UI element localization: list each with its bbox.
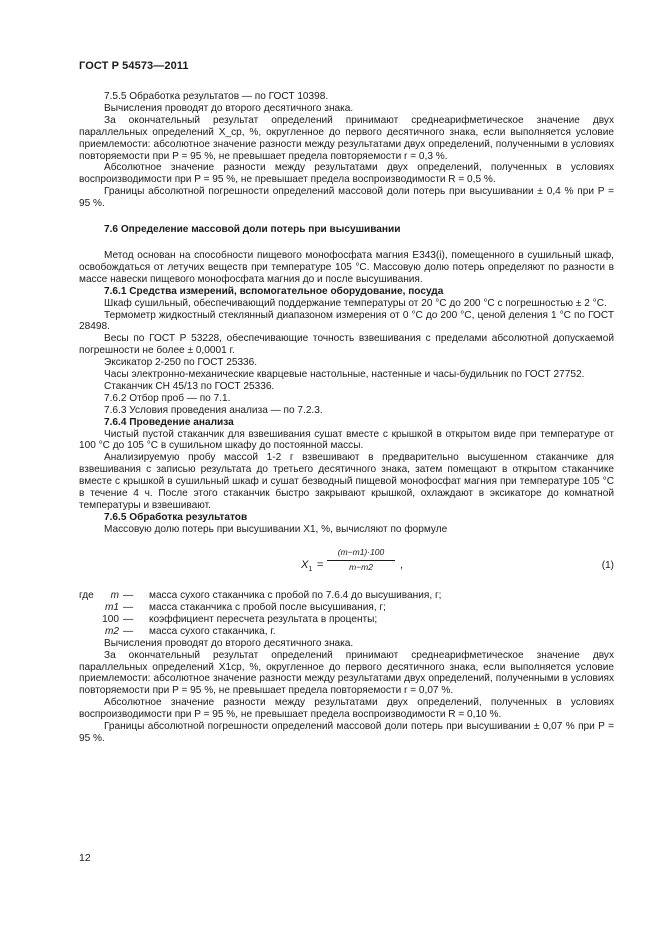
definition-text: коэффициент пересчета результата в проценты; [149, 613, 378, 625]
paragraph: Массовую долю потерь при высушивании X1, %, вычисляют по формуле [104, 523, 448, 535]
definition-symbol: m [110, 589, 119, 601]
equipment-item: Эксикатор 2-250 по ГОСТ 25336. [104, 357, 258, 369]
definition-dash: — [123, 601, 134, 613]
definition-row [79, 590, 614, 602]
formula-lhs-sub: 1 [308, 565, 313, 573]
paragraph: 7.6.2 Отбор проб — по 7.1. [104, 392, 231, 404]
equipment-item: Стаканчик СН 45/13 по ГОСТ 25336. [104, 380, 275, 392]
definition-row [79, 614, 614, 626]
definition-row [79, 602, 614, 614]
definition-lead: где [79, 589, 94, 601]
subsection-heading-7-6-5: 7.6.5 Обработка результатов [104, 511, 248, 523]
page-content [79, 91, 614, 745]
formula-1 [79, 540, 614, 586]
paragraph: Абсолютное значение разности между результатами двух определений, полученных в условиях воспроизводимости при P = 95 %, не превышает предела воспроизводимости R = 0,5 %. [79, 162, 614, 186]
paragraph: Анализируемую пробу массой 1-2 г взвешивают в предварительно высушенном стаканчике для взвешивания с записью результата до третьего десятичного знака, затем помещают в открытом стаканчике вместе с крышкой в сушильный шкаф и сушат безводный пищевой монофосфат магния при температуре 105 °С в течение 4 ч. После этого стаканчик быстро закрывают крышкой, охлаждают в эксикаторе до комнатной температуры и взвешивают. [79, 452, 614, 511]
definition-text: масса стаканчика с пробой после высушивания, г; [149, 601, 386, 613]
definition-symbol: 100 [102, 613, 119, 625]
formula-number: (1) [601, 559, 614, 571]
equipment-item: Весы по ГОСТ Р 53228, обеспечивающие точность взвешивания с пределами абсолютной допускаемой погрешности не более ± 0,0001 г. [79, 333, 614, 357]
definition-dash: — [123, 625, 134, 637]
document-header: ГОСТ Р 54573—2011 [79, 60, 189, 72]
paragraph: Вычисления проводят до второго десятичного знака. [104, 102, 354, 114]
paragraph: 7.6.3 Условия проведения анализа — по 7.2.3. [104, 404, 323, 416]
equipment-item: Часы электронно-механические кварцевые настольные, настенные и часы-будильник по ГОСТ 27752. [104, 369, 585, 381]
definition-text: масса сухого стаканчика с пробой по 7.6.4 до высушивания, г; [149, 589, 442, 601]
definition-text: масса сухого стаканчика, г. [149, 625, 276, 637]
definition-symbol: m2 [104, 625, 119, 637]
formula-equals: = [317, 558, 324, 571]
formula-lhs: $X_1$ [301, 558, 313, 573]
formula-numerator: (m−m1)·100 [327, 547, 395, 561]
definition-dash: — [123, 613, 134, 625]
paragraph: Абсолютное значение разности между результатами двух определений, полученных в условиях воспроизводимости при P = 95 %, не превышает предела воспроизводимости R = 0,10 %. [79, 697, 614, 721]
equipment-item: Термометр жидкостный стеклянный диапазоном измерения от 0 °С до 200 °С, ценой деления 1 °С по ГОСТ 28498. [79, 309, 614, 333]
section-heading-7-6: 7.6 Определение массовой доли потерь при высушивании [104, 224, 401, 236]
formula-comma: , [400, 558, 404, 571]
definitions-list [79, 590, 614, 638]
formula-fraction [327, 547, 395, 574]
paragraph: Границы абсолютной погрешности определений массовой доли потерь при высушивании ± 0,4 % при P = 95 %. [79, 186, 614, 210]
paragraph: Вычисления проводят до второго десятичного знака. [104, 637, 354, 649]
subsection-heading-7-6-4: 7.6.4 Проведение анализа [104, 416, 234, 428]
definition-row [79, 626, 614, 638]
definition-symbol: m1 [104, 601, 119, 613]
subsection-heading-7-6-1: 7.6.1 Средства измерений, вспомогательное оборудование, посуда [104, 285, 444, 297]
paragraph: Метод основан на способности пищевого монофосфата магния Е343(i), помещенного в сушильный шкаф, освобождаться от летучих веществ при температуре 105 °С. Массовую долю потерь определяют по разности в массе навески пищевого монофосфата магния до и после высушивания. [79, 249, 614, 285]
paragraph: Границы абсолютной погрешности определений массовой доли потерь при высушивании ± 0,07 % при P = 95 %. [79, 721, 614, 744]
page-number: 12 [79, 852, 91, 864]
paragraph: 7.5.5 Обработка результатов — по ГОСТ 10398. [104, 91, 329, 102]
definition-dash: — [123, 589, 134, 601]
paragraph: Чистый пустой стаканчик для взвешивания сушат вместе с крышкой в открытом виде при температуре от 100 °С до 105 °С в сушильном шкафу до постоянной массы. [79, 428, 614, 452]
paragraph: За окончательный результат определений принимают среднеарифметическое значение двух параллельных определений X1ср, %, округленное до первого десятичного знака, если выполняется условие приемлемости: абсолютное значение разности между результатами двух определений, полученными в условиях повторяемости при P = 95 %, не превышает предела повторяемости r = 0,07 %. [79, 649, 614, 697]
paragraph: За окончательный результат определений принимают среднеарифметическое значение двух параллельных определений X_ср, %, округленное до первого десятичного знака, если выполняется условие приемлемости: абсолютное значение разности между результатами двух определений, полученными в условиях повторяемости при P = 95 %, не превышает предела повторяемости r = 0,3 %. [79, 114, 614, 162]
equipment-item: Шкаф сушильный, обеспечивающий поддержание температуры от 20 °С до 200 °С с погрешностью ± 2 °С. [104, 297, 607, 309]
formula-denominator: m−m2 [349, 561, 373, 572]
